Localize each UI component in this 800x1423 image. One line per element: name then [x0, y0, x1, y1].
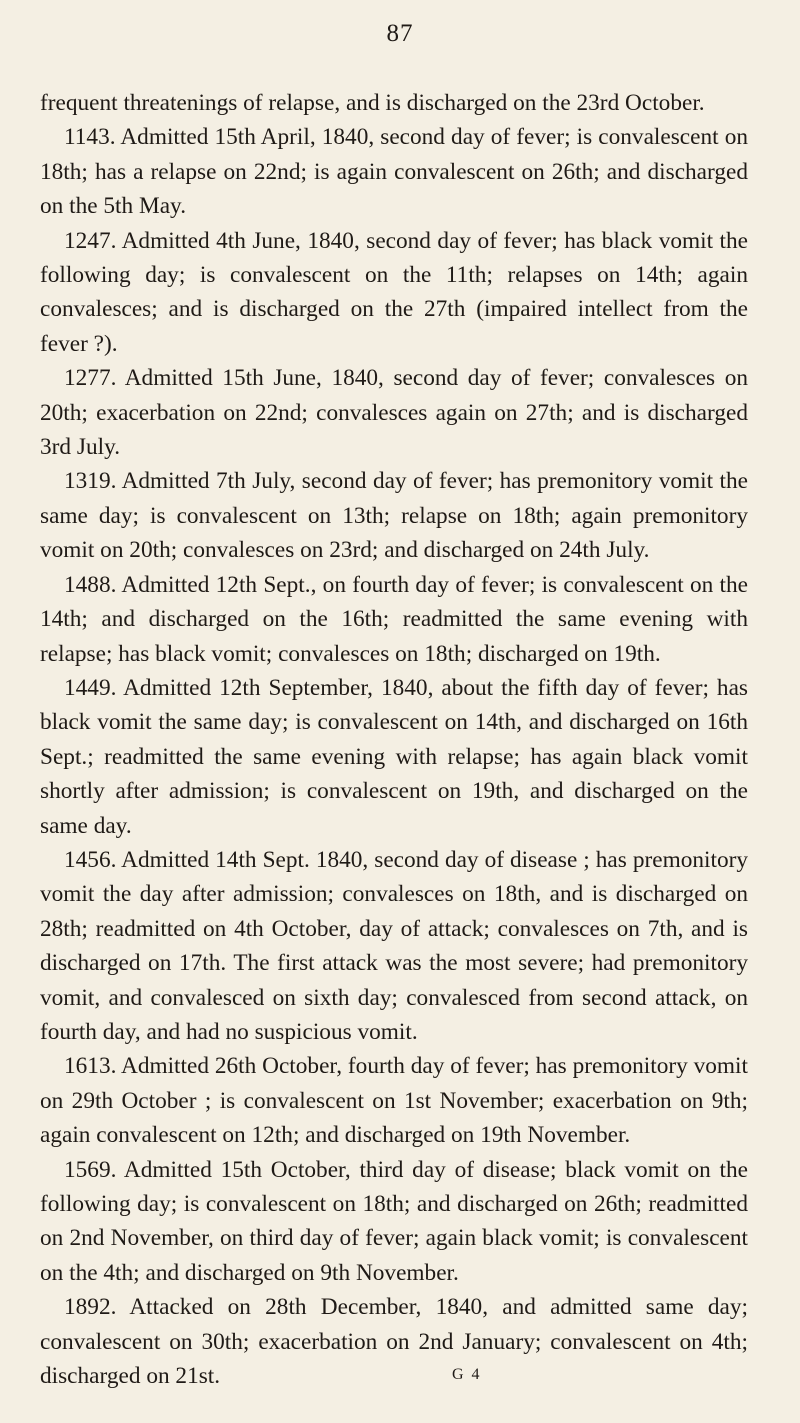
case-1569-paragraph: 1569. Admitted 15th October, third day of disease; black vomit on the following day; is convalescent on 18th; and discharged on 26th; readmitted on 2nd November, on third day of fever; again black vomit; is convalescent on the 4th; and discharged on 9th November. — [40, 1156, 748, 1286]
case-1247-paragraph: 1247. Admitted 4th June, 1840, second day of fever; has black vomit the following day; is convalescent on the 11th; relapses on 14th; again convalesces; and is discharged on the 27th (impaired intellect from the fever ?). — [40, 227, 748, 357]
text-body — [40, 86, 748, 1393]
gathering-signature: G 4 — [452, 1366, 482, 1383]
case-1613-paragraph: 1613. Admitted 26th October, fourth day of fever; has premonitory vomit on 29th October ; is convalescent on 1st November; exacerbation on 9th; again convalescent on 12th; and discharged on 19th November. — [40, 1053, 748, 1149]
page-number: 87 — [386, 20, 414, 47]
case-1277-paragraph: 1277. Admitted 15th June, 1840, second day of fever; convalesces on 20th; exacerbation on 22nd; convalesces again on 27th; and is discharged 3rd July. — [40, 365, 748, 461]
case-1143-paragraph: 1143. Admitted 15th April, 1840, second day of fever; is convalescent on 18th; has a relapse on 22nd; is again convalescent on 26th; and discharged on the 5th May. — [40, 124, 748, 220]
case-1449-paragraph: 1449. Admitted 12th September, 1840, about the fifth day of fever; has black vomit the same day; is convalescent on 14th, and discharged on 16th Sept.; readmitted the same evening with relapse; has again black vomit shortly after admission; is convalescent on 19th, and discharged on the same day. — [40, 674, 748, 839]
case-1319-paragraph: 1319. Admitted 7th July, second day of fever; has premonitory vomit the same day; is convalescent on 13th; relapse on 18th; again premonitory vomit on 20th; convalesces on 23rd; and discharged on 24th July. — [40, 468, 748, 564]
case-1456-paragraph: 1456. Admitted 14th Sept. 1840, second day of disease ; has premonitory vomit the day after admission; convalesces on 18th, and is discharged on 28th; readmitted on 4th October, day of attack; convalesces on 7th, and is discharged on 17th. The first attack was the most severe; had premonitory vomit, and convalesced on sixth day; convalesced from second attack, on fourth day, and had no suspicious vomit. — [40, 846, 748, 1045]
case-1488-paragraph: 1488. Admitted 12th Sept., on fourth day of fever; is convalescent on the 14th; and discharged on the 16th; readmitted the same evening with relapse; has black vomit; convalesces on 18th; discharged on 19th. — [40, 571, 748, 667]
paragraph-continuation: frequent threatenings of relapse, and is discharged on the 23rd October. — [40, 90, 705, 116]
case-1892-paragraph: 1892. Attacked on 28th December, 1840, and admitted same day; convalescent on 30th; exacerbation on 2nd January; convalescent on 4th; discharged on 21st. — [40, 1294, 748, 1390]
